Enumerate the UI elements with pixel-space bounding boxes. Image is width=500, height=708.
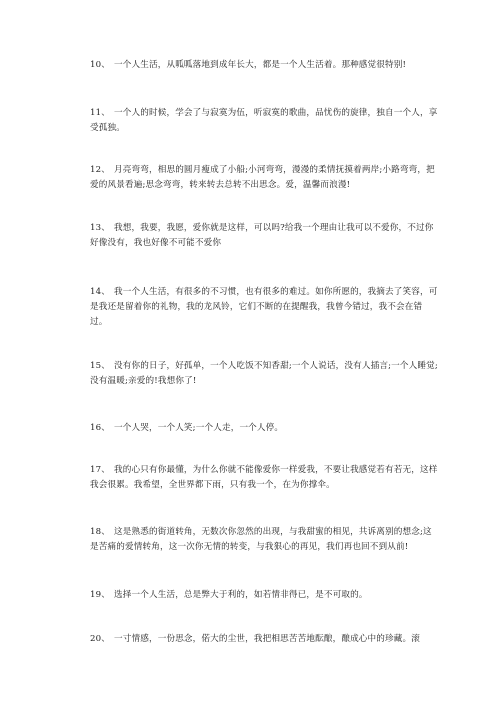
paragraph-20 [90,632,438,647]
paragraph-number: 16、 [90,423,110,433]
paragraph-number: 20、 [90,634,110,644]
paragraph-11 [90,106,438,136]
paragraph-number: 14、 [90,287,110,297]
paragraph-number: 13、 [90,223,110,233]
paragraph-10 [90,58,438,73]
paragraph-number: 12、 [90,165,110,175]
paragraph-text: 一个人的时候，学会了与寂寞为伍，听寂寞的歌曲，品忧伤的旋律，独自一个人，享受孤独。 [90,108,438,133]
paragraph-number: 11、 [90,108,110,118]
paragraph-number: 15、 [90,361,110,371]
paragraph-text: 月亮弯弯，相思的圆月瘦成了小船;小河弯弯，漫漫的柔情抚摸着两岸;小路弯弯，把爱的风景看遍;思念弯弯，转来转去总转不出思念。爱，温馨而浪漫! [90,165,435,190]
paragraph-text: 一个人生活，从呱呱落地到成年长大，都是一个人生活着。那种感觉很特别! [113,60,407,70]
paragraph-text: 我想，我要，我愿，爱你就是这样，可以吗?给我一个理由让我可以不爱你，不过你好像没有，我也好像不可能不爱你 [90,223,434,248]
paragraph-15 [90,359,438,389]
paragraph-text: 一寸情感，一份思念，偌大的尘世，我把相思苦苦地酝酿，酿成心中的珍藏。滚 [113,634,421,644]
paragraph-text: 我一个人生活，有很多的不习惯，也有很多的难过。如你所愿的，我摘去了笑容，可是我还是留着你的礼物，我的龙风铃，它们不断的在提醒我，我曾今错过，我不会在错过。 [90,287,438,327]
paragraph-number: 18、 [90,527,110,537]
paragraph-number: 19、 [90,590,110,600]
paragraph-text: 选择一个人生活，总是弊大于利的，如若情非得已，是不可取的。 [113,590,368,600]
paragraph-16 [90,421,438,436]
paragraph-number: 10、 [90,60,110,70]
paragraph-18 [90,525,438,555]
paragraph-17 [90,463,438,493]
paragraph-text: 没有你的日子，好孤单，一个人吃饭不知香甜;一个人说话，没有人插言;一个人睡觉;没有温暖;亲爱的!我想你了! [90,361,438,386]
paragraph-14 [90,285,438,330]
paragraph-19 [90,588,438,603]
paragraph-13 [90,221,438,251]
paragraph-12 [90,163,438,193]
paragraph-number: 17、 [90,465,110,475]
paragraph-text: 这是熟悉的街道转角，无数次你忽然的出现，与我甜蜜的相见，共诉离别的想念;这是苦痛的爱情转角，这一次你无情的转变，与我狠心的再见，我们再也回不到从前! [90,527,432,552]
paragraph-text: 一个人哭，一个人笑;一个人走，一个人停。 [113,423,284,433]
paragraph-text: 我的心只有你最懂，为什么你就不能像爱你一样爱我，不要让我感觉若有若无，这样我会很累。我希望，全世界都下雨，只有我一个，在为你撑伞。 [90,465,438,490]
